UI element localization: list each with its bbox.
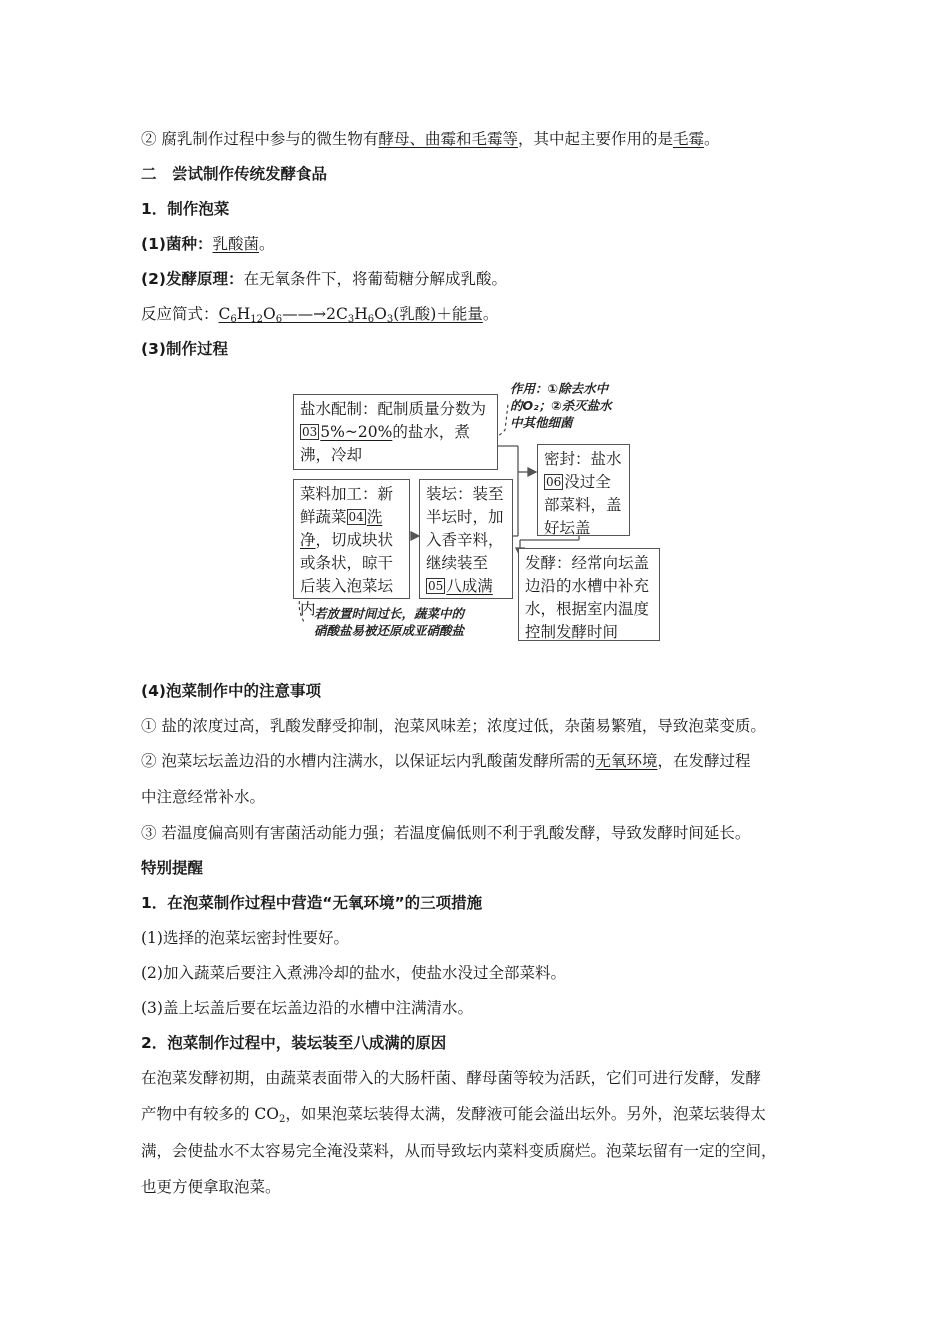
fermentation-box: [518, 548, 660, 641]
text: ② 泡菜坛坛盖边沿的水槽内注满水，以保证坛内乳酸菌发酵所需的: [141, 752, 596, 770]
text: ② 腐乳制作过程中参与的微生物有: [141, 130, 379, 148]
tips-heading: 特别提醒: [141, 859, 204, 877]
note-2: [141, 750, 820, 772]
ferm-text: 发酵：经常向坛盖边沿的水槽中补充水，根据室内温度控制发酵时间: [525, 554, 650, 641]
text: ，在发酵过程: [657, 752, 751, 770]
section-heading: 二 尝试制作传统发酵食品: [141, 165, 328, 183]
blank-number: 05: [428, 579, 444, 593]
note-line: 的O₂；②杀灭盐水: [510, 398, 612, 413]
subscript: 2: [279, 1114, 286, 1125]
principle-label: (2)发酵原理：: [141, 270, 244, 288]
handwritten-note-brine: [510, 380, 612, 431]
blank-number: 06: [546, 475, 562, 489]
brine-answer: 5%~20%: [320, 423, 393, 441]
text: 产物中有较多的 CO: [141, 1105, 279, 1123]
brine-text: ，冷却: [315, 446, 363, 464]
jar-text: 装坛：装至半坛时，加入香辛料，继续装至: [426, 485, 504, 572]
seal-box: [537, 444, 630, 536]
note-line: 作用：①除去水中: [510, 381, 609, 396]
tip-2-line-1: 在泡菜发酵初期，由蔬菜表面带入的大肠杆菌、酵母菌等较为活跃，它们可进行发酵，发酵: [141, 1069, 762, 1087]
brine-text: 的盐水，: [392, 423, 455, 441]
process-heading: (3)制作过程: [141, 340, 228, 358]
jar-answer: 八成满: [446, 577, 493, 595]
text: ，如果泡菜坛装得太满，发酵液可能会溢出坛外。另外，泡菜坛装得太: [285, 1105, 766, 1123]
veg-text: 菜料加工：新鲜蔬菜: [300, 485, 394, 526]
tip-1-c: (3)盖上坛盖后要在坛盖边沿的水槽中注满清水。: [141, 999, 473, 1017]
blank-number: 04: [348, 510, 364, 524]
tip-2-title: 2．泡菜制作过程中，装坛装至八成满的原因: [141, 1034, 447, 1052]
tip-1-b: (2)加入蔬菜后要注入煮沸冷却的盐水，使盐水没过全部菜料。: [141, 964, 566, 982]
text: 。: [482, 305, 499, 323]
answer-anaerobic: 无氧环境: [595, 752, 658, 770]
handwritten-note-nitrite: [314, 605, 464, 639]
strain-answer: 乳酸菌: [212, 235, 259, 253]
tip-1-a: (1)选择的泡菜坛密封性要好。: [141, 929, 349, 947]
reaction-label: 反应简式：: [141, 305, 219, 323]
note-2-cont: 中注意经常补水。: [141, 788, 266, 806]
brine-box: [293, 394, 498, 470]
tip-2-line-4: 也更方便拿取泡菜。: [141, 1178, 281, 1196]
text: 。: [703, 130, 720, 148]
answer-main-microbe: 毛霉: [672, 130, 704, 148]
tip-2-line-3: 满，会使盐水不太容易完全淹没菜料，从而导致坛内菜料变质腐烂。泡菜坛留有一定的空间，: [141, 1142, 777, 1160]
reaction-equation: $C_6H_{12}O_6——\to 2C_3H_6O_3$(乳酸)＋能量: [218, 305, 483, 325]
jar-loading-box: [419, 479, 513, 599]
brine-text: 盐水配制：配制质量分数为: [300, 400, 487, 418]
note-line: 若放置时间过长，蔬菜中的: [314, 606, 465, 621]
answer-microbes: 酵母、曲霉和毛霉等: [378, 130, 518, 148]
text: ，其中起主要作用的是: [517, 130, 673, 148]
principle-text: 在无氧条件下，将葡萄糖分解成乳酸。: [243, 270, 507, 288]
strain-label: (1)菌种：: [141, 235, 213, 253]
veg-answer: 洗净: [300, 508, 383, 549]
text: 。: [258, 235, 275, 253]
note-1: ① 盐的浓度过高，乳酸发酵受抑制，泡菜风味差；浓度过低，杂菌易繁殖，导致泡菜变质。: [141, 717, 766, 735]
brine-boil: 煮沸: [300, 423, 470, 464]
note-line: 中其他细菌: [510, 415, 573, 430]
notes-heading: (4)泡菜制作中的注意事项: [141, 682, 321, 700]
note-3: ③ 若温度偏高则有害菌活动能力强；若温度偏低则不利于乳酸发酵，导致发酵时间延长。: [141, 824, 751, 842]
tip-2-line-2: [141, 1103, 820, 1125]
seal-text: 没过全部菜料，盖好坛盖: [544, 473, 622, 537]
veg-text: ，切成块状或条状，晾干后装入泡菜坛内: [300, 531, 394, 618]
subsection-heading: 1．制作泡菜: [141, 200, 230, 218]
blank-number: 03: [302, 425, 318, 439]
seal-text: 密封：盐水: [544, 450, 622, 468]
note-line: 硝酸盐易被还原成亚硝酸盐: [314, 623, 465, 638]
tip-1-title: 1．在泡菜制作过程中营造“无氧环境”的三项措施: [141, 894, 483, 912]
